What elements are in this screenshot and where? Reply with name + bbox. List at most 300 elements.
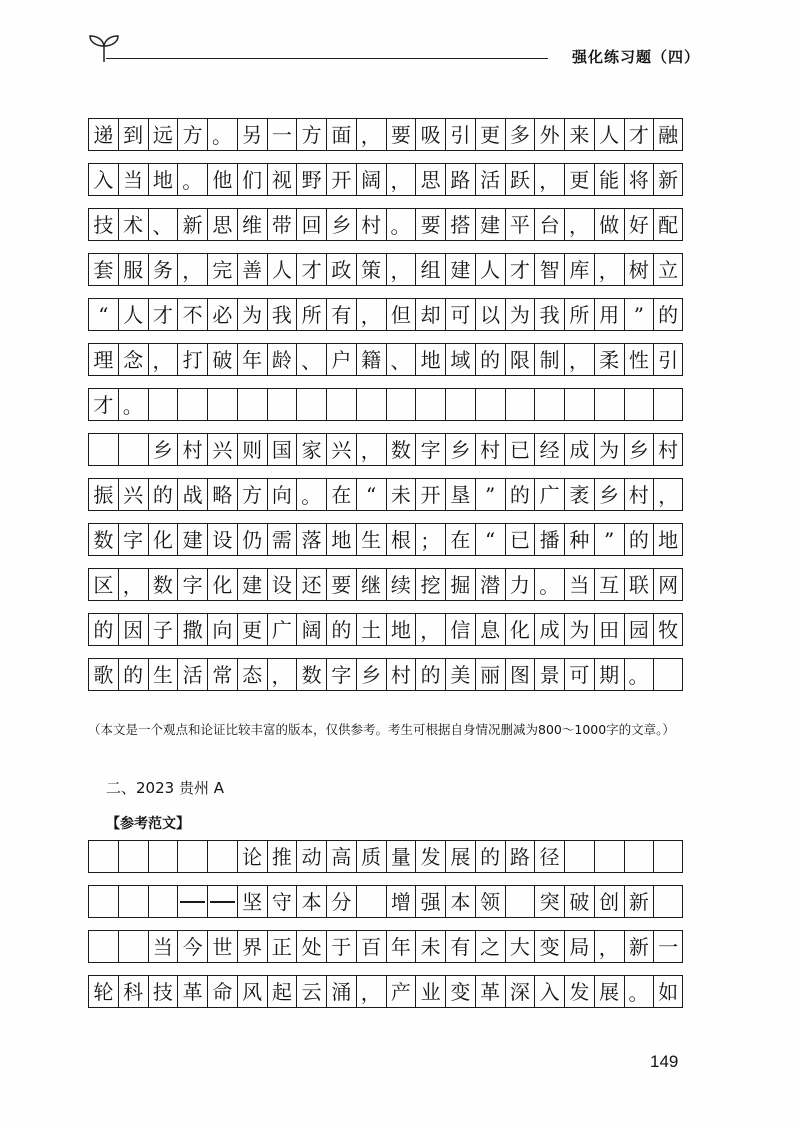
grid-cell: 地 xyxy=(386,613,416,646)
grid-cell: 递 xyxy=(88,118,118,151)
grid-cell: 的 xyxy=(118,658,148,691)
grid-cell: 才 xyxy=(148,298,178,331)
grid-cell: 兴 xyxy=(118,478,148,511)
grid-cell: 引 xyxy=(653,343,683,376)
grid-cell: 必 xyxy=(207,298,237,331)
grid-cell: 命 xyxy=(207,975,237,1008)
grid-cell: 乡 xyxy=(594,478,624,511)
grid-cell: ， xyxy=(356,298,386,331)
grid-cell: 革 xyxy=(475,975,505,1008)
grid-cell: 打 xyxy=(177,343,207,376)
grid-row xyxy=(88,343,683,376)
grid-cell xyxy=(445,388,475,421)
grid-cell: 更 xyxy=(237,613,267,646)
grid-cell: 处 xyxy=(296,930,326,963)
grid-cell: 的 xyxy=(148,478,178,511)
grid-cell: 撒 xyxy=(177,613,207,646)
grid-cell: 革 xyxy=(177,975,207,1008)
grid-cell: 区 xyxy=(88,568,118,601)
grid-cell: 突 xyxy=(534,885,564,918)
grid-cell: 成 xyxy=(564,433,594,466)
grid-cell: 变 xyxy=(534,930,564,963)
grid-cell: 乡 xyxy=(624,433,654,466)
grid-cell: 要 xyxy=(386,118,416,151)
grid-row xyxy=(88,930,683,963)
grid-cell: ； xyxy=(415,523,445,556)
grid-cell: 我 xyxy=(534,298,564,331)
grid-cell: “ xyxy=(475,523,505,556)
grid-cell xyxy=(148,885,178,918)
grid-cell: 的 xyxy=(326,613,356,646)
grid-cell: 袤 xyxy=(564,478,594,511)
grid-cell: 发 xyxy=(564,975,594,1008)
dash-cell xyxy=(177,885,207,918)
grid-cell: 则 xyxy=(237,433,267,466)
grid-cell: 变 xyxy=(445,975,475,1008)
grid-cell: 才 xyxy=(505,253,535,286)
grid-cell: 科 xyxy=(118,975,148,1008)
grid-cell: 乡 xyxy=(326,208,356,241)
grid-cell: 维 xyxy=(237,208,267,241)
grid-cell: 阔 xyxy=(356,163,386,196)
grid-cell: 乡 xyxy=(445,433,475,466)
grid-cell: 好 xyxy=(624,208,654,241)
grid-cell: 技 xyxy=(148,975,178,1008)
grid-cell: 字 xyxy=(326,658,356,691)
grid-cell: 质 xyxy=(356,840,386,873)
grid-cell: 用 xyxy=(594,298,624,331)
grid-cell: 破 xyxy=(207,343,237,376)
grid-cell: 方 xyxy=(237,478,267,511)
section-heading: 二、2023 贵州 A xyxy=(106,779,224,797)
grid-cell: 政 xyxy=(326,253,356,286)
grid-cell: 世 xyxy=(207,930,237,963)
reference-label: 【参考范文】 xyxy=(106,816,190,832)
sprout-leaf-icon xyxy=(86,32,122,64)
header-title: 强化练习题（四） xyxy=(571,48,700,66)
grid-cell: 活 xyxy=(475,163,505,196)
grid-cell: 坚 xyxy=(237,885,267,918)
grid-cell: 更 xyxy=(564,163,594,196)
grid-cell: 阔 xyxy=(296,613,326,646)
grid-cell: 搭 xyxy=(445,208,475,241)
grid-cell xyxy=(296,388,326,421)
grid-cell: 人 xyxy=(267,253,297,286)
essay-grid-2 xyxy=(88,840,683,1020)
grid-cell: 于 xyxy=(326,930,356,963)
grid-cell: 有 xyxy=(326,298,356,331)
grid-cell: 新 xyxy=(177,208,207,241)
grid-cell: 树 xyxy=(624,253,654,286)
grid-cell: 量 xyxy=(386,840,416,873)
grid-cell: 当 xyxy=(564,568,594,601)
grid-cell: ， xyxy=(386,163,416,196)
grid-cell: 。 xyxy=(534,568,564,601)
grid-cell: 成 xyxy=(534,613,564,646)
grid-cell: 入 xyxy=(534,975,564,1008)
grid-cell: 之 xyxy=(475,930,505,963)
grid-cell: 仍 xyxy=(237,523,267,556)
grid-cell xyxy=(356,885,386,918)
grid-cell: 才 xyxy=(88,388,118,421)
grid-cell: 展 xyxy=(594,975,624,1008)
grid-cell: 完 xyxy=(207,253,237,286)
grid-cell xyxy=(624,840,654,873)
grid-row xyxy=(88,568,683,601)
grid-cell xyxy=(386,388,416,421)
grid-cell: ， xyxy=(267,658,297,691)
grid-cell: 高 xyxy=(326,840,356,873)
page-number: 149 xyxy=(650,1052,679,1071)
grid-cell: 数 xyxy=(386,433,416,466)
grid-cell: 建 xyxy=(445,253,475,286)
grid-cell: 化 xyxy=(505,613,535,646)
grid-cell: ， xyxy=(356,118,386,151)
grid-cell: 的 xyxy=(475,840,505,873)
grid-cell: 因 xyxy=(118,613,148,646)
grid-cell: 的 xyxy=(88,613,118,646)
grid-cell: 字 xyxy=(415,433,445,466)
grid-cell xyxy=(475,388,505,421)
grid-cell xyxy=(118,885,148,918)
grid-cell: 振 xyxy=(88,478,118,511)
grid-cell xyxy=(237,388,267,421)
grid-cell: 起 xyxy=(267,975,297,1008)
grid-cell: 新 xyxy=(653,163,683,196)
grid-cell: ， xyxy=(356,433,386,466)
grid-cell: 要 xyxy=(415,208,445,241)
grid-cell: 需 xyxy=(267,523,297,556)
grid-cell: 、 xyxy=(386,343,416,376)
grid-cell xyxy=(177,840,207,873)
grid-cell: 新 xyxy=(624,885,654,918)
grid-cell: 库 xyxy=(564,253,594,286)
grid-cell: 方 xyxy=(177,118,207,151)
grid-cell: 联 xyxy=(624,568,654,601)
grid-cell: 大 xyxy=(505,930,535,963)
grid-cell: 视 xyxy=(267,163,297,196)
grid-cell: 引 xyxy=(445,118,475,151)
grid-cell: 土 xyxy=(356,613,386,646)
grid-cell: 龄 xyxy=(267,343,297,376)
grid-cell: 另 xyxy=(237,118,267,151)
grid-cell xyxy=(88,840,118,873)
grid-cell: ， xyxy=(594,930,624,963)
grid-cell: 有 xyxy=(445,930,475,963)
grid-cell: 活 xyxy=(177,658,207,691)
grid-cell xyxy=(177,388,207,421)
grid-cell: 路 xyxy=(505,840,535,873)
grid-cell: 在 xyxy=(326,478,356,511)
grid-cell: 。 xyxy=(207,118,237,151)
grid-cell: 台 xyxy=(534,208,564,241)
grid-cell: 平 xyxy=(505,208,535,241)
grid-cell: 的 xyxy=(505,478,535,511)
grid-cell: 字 xyxy=(118,523,148,556)
grid-cell: 。 xyxy=(386,208,416,241)
grid-cell: 开 xyxy=(326,163,356,196)
grid-cell: 域 xyxy=(445,343,475,376)
grid-row xyxy=(88,118,683,151)
grid-cell xyxy=(148,388,178,421)
grid-cell: 深 xyxy=(505,975,535,1008)
grid-cell: 地 xyxy=(148,163,178,196)
grid-cell: 限 xyxy=(505,343,535,376)
grid-cell: 策 xyxy=(356,253,386,286)
grid-cell: 理 xyxy=(88,343,118,376)
grid-cell xyxy=(118,930,148,963)
grid-cell: 牧 xyxy=(653,613,683,646)
grid-cell: 已 xyxy=(505,433,535,466)
grid-cell: 掘 xyxy=(445,568,475,601)
grid-cell: 才 xyxy=(624,118,654,151)
grid-cell xyxy=(564,840,594,873)
grid-cell: 将 xyxy=(624,163,654,196)
grid-cell: ， xyxy=(177,253,207,286)
grid-cell: 为 xyxy=(505,298,535,331)
grid-cell: 建 xyxy=(237,568,267,601)
grid-cell: 。 xyxy=(177,163,207,196)
grid-cell: 数 xyxy=(296,658,326,691)
grid-row xyxy=(88,613,683,646)
grid-cell: 地 xyxy=(653,523,683,556)
grid-cell: 他 xyxy=(207,163,237,196)
editor-note: （本文是一个观点和论证比较丰富的版本，仅供参考。考生可根据自身情况删减为800～1000字的文章。） xyxy=(88,722,675,737)
grid-cell xyxy=(653,658,683,691)
grid-row xyxy=(88,163,683,196)
grid-row xyxy=(88,253,683,286)
grid-cell: 念 xyxy=(118,343,148,376)
grid-cell: 局 xyxy=(564,930,594,963)
grid-cell: 野 xyxy=(296,163,326,196)
grid-cell: 村 xyxy=(386,658,416,691)
grid-cell xyxy=(118,433,148,466)
header-rule xyxy=(106,58,548,59)
grid-cell: 村 xyxy=(177,433,207,466)
grid-cell xyxy=(653,885,683,918)
grid-cell: 。 xyxy=(624,658,654,691)
grid-cell: 路 xyxy=(445,163,475,196)
grid-cell: 推 xyxy=(267,840,297,873)
grid-cell: 业 xyxy=(415,975,445,1008)
grid-cell: 能 xyxy=(594,163,624,196)
grid-cell: 家 xyxy=(296,433,326,466)
grid-row xyxy=(88,433,683,466)
grid-cell: 们 xyxy=(237,163,267,196)
grid-cell xyxy=(564,388,594,421)
grid-cell: 广 xyxy=(534,478,564,511)
grid-cell xyxy=(534,388,564,421)
grid-cell: 兴 xyxy=(207,433,237,466)
grid-cell: 互 xyxy=(594,568,624,601)
grid-cell: 户 xyxy=(326,343,356,376)
grid-cell: 守 xyxy=(267,885,297,918)
grid-row xyxy=(88,840,683,873)
grid-cell: 村 xyxy=(653,433,683,466)
grid-cell: 景 xyxy=(534,658,564,691)
grid-cell: 今 xyxy=(177,930,207,963)
grid-cell: 云 xyxy=(296,975,326,1008)
grid-cell: 正 xyxy=(267,930,297,963)
grid-cell: 子 xyxy=(148,613,178,646)
grid-cell: “ xyxy=(88,298,118,331)
grid-cell: 创 xyxy=(594,885,624,918)
grid-cell: 播 xyxy=(534,523,564,556)
grid-cell: 地 xyxy=(326,523,356,556)
grid-cell: 园 xyxy=(624,613,654,646)
grid-cell: 年 xyxy=(237,343,267,376)
grid-cell: 柔 xyxy=(594,343,624,376)
grid-cell: 息 xyxy=(475,613,505,646)
grid-cell: 信 xyxy=(445,613,475,646)
grid-cell: 所 xyxy=(296,298,326,331)
grid-cell: 字 xyxy=(177,568,207,601)
grid-cell: 略 xyxy=(207,478,237,511)
grid-cell: 轮 xyxy=(88,975,118,1008)
grid-cell: 要 xyxy=(326,568,356,601)
grid-cell: 破 xyxy=(564,885,594,918)
grid-cell: 多 xyxy=(505,118,535,151)
grid-cell: 远 xyxy=(148,118,178,151)
grid-cell: 的 xyxy=(415,658,445,691)
grid-cell: 化 xyxy=(148,523,178,556)
grid-cell: 一 xyxy=(653,930,683,963)
grid-cell: 面 xyxy=(326,118,356,151)
grid-cell: 界 xyxy=(237,930,267,963)
grid-cell: ， xyxy=(564,208,594,241)
grid-cell: 设 xyxy=(207,523,237,556)
grid-cell: ， xyxy=(356,975,386,1008)
grid-row xyxy=(88,388,683,421)
grid-cell: 人 xyxy=(475,253,505,286)
grid-cell: ” xyxy=(475,478,505,511)
grid-cell: 乡 xyxy=(356,658,386,691)
grid-cell: 生 xyxy=(148,658,178,691)
grid-cell: 增 xyxy=(386,885,416,918)
grid-cell: 继 xyxy=(356,568,386,601)
grid-cell: 乡 xyxy=(148,433,178,466)
grid-cell: 产 xyxy=(386,975,416,1008)
grid-cell: 根 xyxy=(386,523,416,556)
grid-cell: 但 xyxy=(386,298,416,331)
grid-cell: 务 xyxy=(148,253,178,286)
grid-cell: 力 xyxy=(505,568,535,601)
grid-cell xyxy=(207,388,237,421)
grid-cell: 未 xyxy=(386,478,416,511)
grid-cell: 一 xyxy=(267,118,297,151)
grid-cell: 动 xyxy=(296,840,326,873)
grid-cell: 善 xyxy=(237,253,267,286)
grid-cell: 国 xyxy=(267,433,297,466)
grid-cell: 村 xyxy=(624,478,654,511)
grid-cell: ， xyxy=(564,343,594,376)
grid-cell: 向 xyxy=(267,478,297,511)
grid-cell xyxy=(594,840,624,873)
grid-cell: 制 xyxy=(534,343,564,376)
grid-cell: ， xyxy=(386,253,416,286)
grid-cell: 村 xyxy=(475,433,505,466)
grid-cell: 不 xyxy=(177,298,207,331)
grid-cell: 我 xyxy=(267,298,297,331)
grid-cell: 却 xyxy=(415,298,445,331)
grid-row xyxy=(88,208,683,241)
grid-cell: 以 xyxy=(475,298,505,331)
grid-cell: 向 xyxy=(207,613,237,646)
grid-cell: 径 xyxy=(534,840,564,873)
grid-cell: 、 xyxy=(148,208,178,241)
grid-cell: 兴 xyxy=(326,433,356,466)
grid-cell: 潜 xyxy=(475,568,505,601)
grid-cell: 发 xyxy=(415,840,445,873)
grid-row xyxy=(88,658,683,691)
grid-cell: 丽 xyxy=(475,658,505,691)
grid-cell: 期 xyxy=(594,658,624,691)
grid-cell xyxy=(267,388,297,421)
grid-cell: 网 xyxy=(653,568,683,601)
grid-cell: 立 xyxy=(653,253,683,286)
grid-cell: 广 xyxy=(267,613,297,646)
grid-cell xyxy=(88,885,118,918)
grid-cell: 本 xyxy=(296,885,326,918)
grid-cell: 跃 xyxy=(505,163,535,196)
grid-cell xyxy=(356,388,386,421)
grid-cell: 人 xyxy=(594,118,624,151)
grid-cell xyxy=(624,388,654,421)
grid-row xyxy=(88,523,683,556)
grid-cell: 新 xyxy=(624,930,654,963)
grid-cell: 思 xyxy=(207,208,237,241)
grid-row xyxy=(88,478,683,511)
grid-cell: 数 xyxy=(148,568,178,601)
grid-cell: 的 xyxy=(475,343,505,376)
grid-cell: ， xyxy=(653,478,683,511)
grid-cell: 在 xyxy=(445,523,475,556)
grid-cell: ， xyxy=(148,343,178,376)
grid-cell: 年 xyxy=(386,930,416,963)
grid-cell: 战 xyxy=(177,478,207,511)
grid-cell: 续 xyxy=(386,568,416,601)
grid-cell: 回 xyxy=(296,208,326,241)
grid-cell: 到 xyxy=(118,118,148,151)
grid-cell: 。 xyxy=(296,478,326,511)
grid-cell: 。 xyxy=(118,388,148,421)
grid-cell: 的 xyxy=(624,523,654,556)
grid-cell: 当 xyxy=(118,163,148,196)
grid-cell: 方 xyxy=(296,118,326,151)
grid-cell: ” xyxy=(624,298,654,331)
grid-cell: 。 xyxy=(624,975,654,1008)
grid-cell: 外 xyxy=(534,118,564,151)
grid-cell xyxy=(207,840,237,873)
grid-cell: 落 xyxy=(296,523,326,556)
grid-cell: 才 xyxy=(296,253,326,286)
grid-cell: ” xyxy=(594,523,624,556)
grid-cell: ， xyxy=(534,163,564,196)
grid-cell xyxy=(505,388,535,421)
grid-cell: 田 xyxy=(594,613,624,646)
grid-cell: 歌 xyxy=(88,658,118,691)
grid-cell: 已 xyxy=(505,523,535,556)
grid-cell: 百 xyxy=(356,930,386,963)
grid-cell: ， xyxy=(415,613,445,646)
grid-cell: 设 xyxy=(267,568,297,601)
grid-cell xyxy=(415,388,445,421)
grid-cell xyxy=(326,388,356,421)
grid-cell: 融 xyxy=(653,118,683,151)
essay-grid-1 xyxy=(88,118,683,703)
grid-cell: 人 xyxy=(118,298,148,331)
dash-cell xyxy=(207,885,237,918)
